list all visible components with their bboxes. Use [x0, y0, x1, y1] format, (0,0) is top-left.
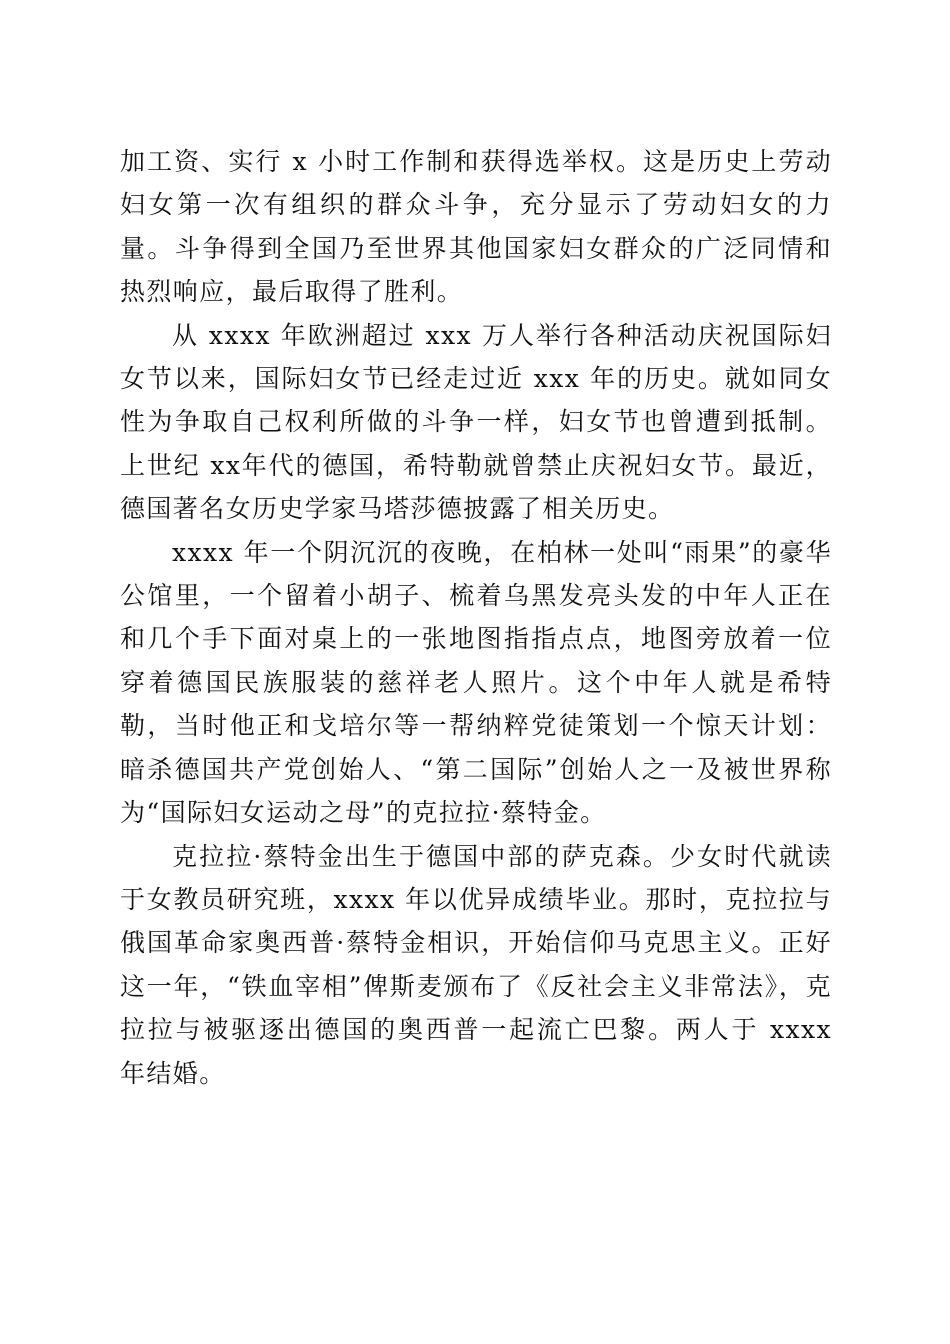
paragraph-4: 克拉拉·蔡特金出生于德国中部的萨克森。少女时代就读于女教员研究班，xxxx 年以优异成绩毕业。那时，克拉拉与俄国革命家奥西普·蔡特金相识，开始信仰马克思主义。正好这一年，“铁血宰相”俾斯麦颁布了《反社会主义非常法》，克拉拉与被驱逐出德国的奥西普一起流亡巴黎。两人于 xxxx 年结婚。: [120, 841, 832, 1088]
paragraph-2: 从 xxxx 年欧洲超过 xxx 万人举行各种活动庆祝国际妇女节以来，国际妇女节已经走过近 xxx 年的历史。就如同女性为争取自己权利所做的斗争一样，妇女节也曾遭到抵制。上世纪 xx年代的德国，希特勒就曾禁止庆祝妇女节。最近，德国著名女历史学家马塔莎德披露了相关历史。: [120, 320, 832, 524]
paragraph-3: xxxx 年一个阴沉沉的夜晚，在柏林一处叫“雨果”的豪华公馆里，一个留着小胡子、梳着乌黑发亮头发的中年人正在和几个手下面对桌上的一张地图指指点点，地图旁放着一位穿着德国民族服装的慈祥老人照片。这个中年人就是希特勒，当时他正和戈培尔等一帮纳粹党徒策划一个惊天计划：暗杀德国共产党创始人、“第二国际”创始人之一及被世界称为“国际妇女运动之母”的克拉拉·蔡特金。: [120, 537, 832, 828]
paragraph-1: 加工资、实行 x 小时工作制和获得选举权。这是历史上劳动妇女第一次有组织的群众斗争，充分显示了劳动妇女的力量。斗争得到全国乃至世界其他国家妇女群众的广泛同情和热烈响应，最后取得了胜利。: [120, 147, 832, 307]
document-body: [120, 140, 832, 1095]
